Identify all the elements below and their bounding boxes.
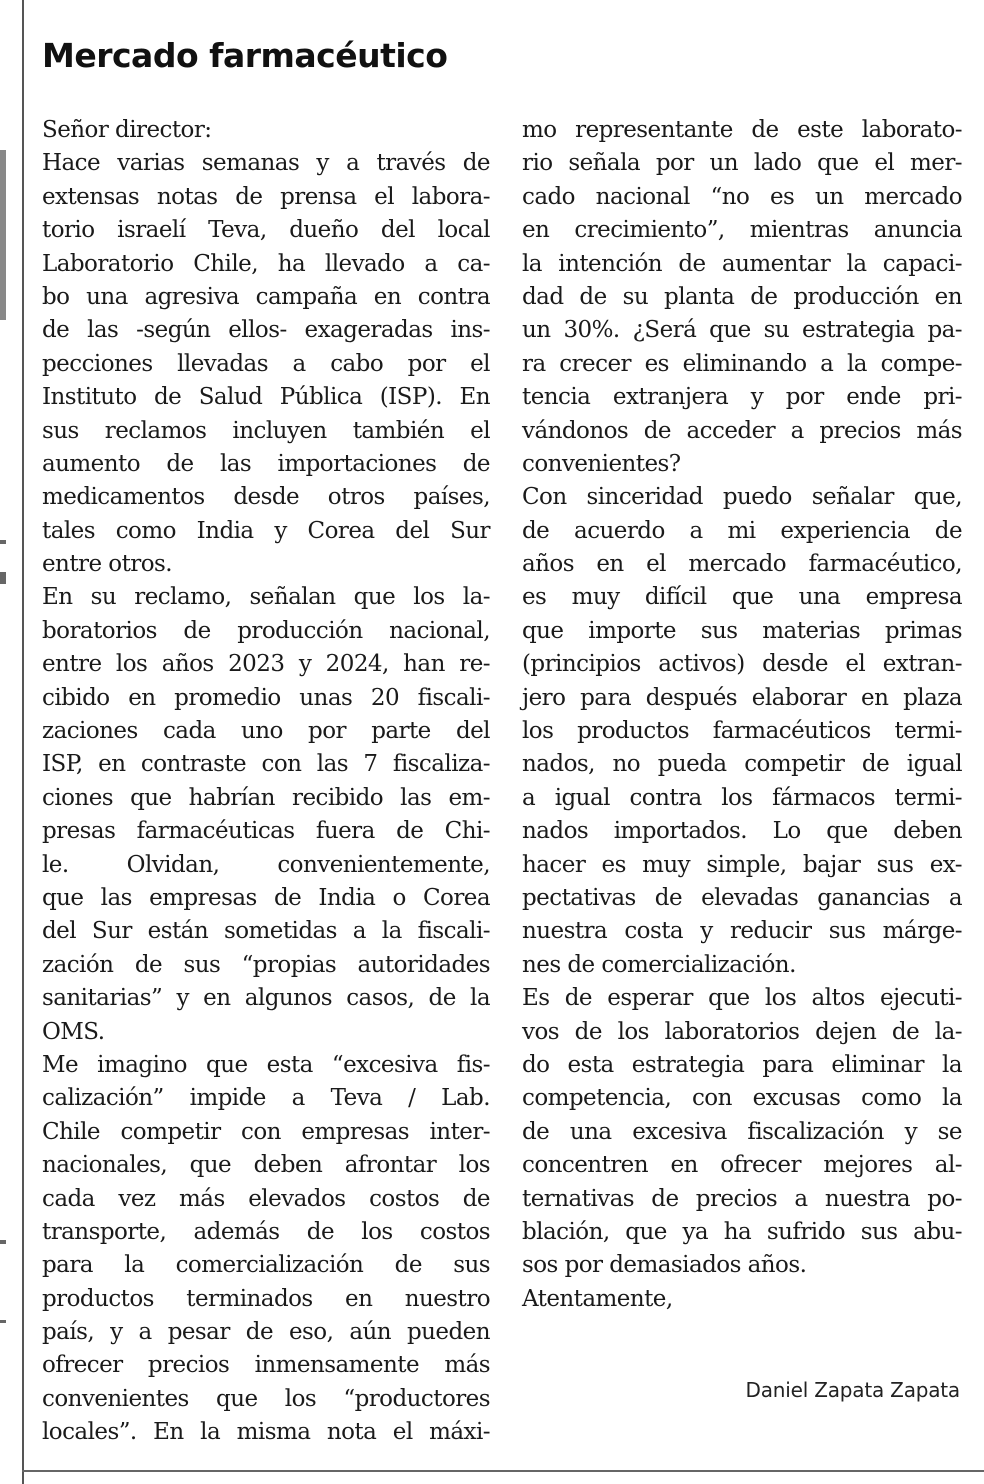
letter-column-left: [42, 114, 490, 1450]
text-line: es muy difícil que una empresa: [522, 584, 962, 611]
text-line: mo representante de este laborato-: [522, 117, 962, 143]
text-line: convenientes?: [522, 450, 681, 477]
text-line: ofrecer precios inmensamente más: [42, 1352, 490, 1379]
text-line: concentren en ofrecer mejores al-: [522, 1152, 962, 1179]
letter-column-right: [522, 114, 962, 1316]
text-line: que importe sus materias primas: [522, 617, 962, 644]
text-line: locales”. En la misma nota el máxi-: [42, 1419, 490, 1446]
text-line: le. Olvidan, convenientemente,: [42, 851, 490, 878]
text-line: Instituto de Salud Pública (ISP). En: [42, 384, 490, 411]
text-line: sus reclamos incluyen también el: [42, 417, 490, 444]
text-line: nes de comercialización.: [522, 951, 796, 978]
text-line: Señor director:: [42, 117, 212, 143]
text-line: cado nacional “no es un mercado: [522, 183, 962, 210]
text-line: En su reclamo, señalan que los la-: [42, 584, 490, 611]
text-line: Es de esperar que los altos ejecuti-: [522, 985, 962, 1012]
edge-mark-top: [0, 150, 6, 320]
text-line: tencia extranjera y por ende pri-: [522, 384, 962, 411]
column-rule-left: [22, 0, 24, 1484]
text-line: que las empresas de India o Corea: [42, 884, 490, 911]
text-line: los productos farmacéuticos termi-: [522, 718, 962, 745]
text-line: nados importados. Lo que deben: [522, 818, 962, 845]
text-line: años en el mercado farmacéutico,: [522, 551, 962, 578]
text-line: torio israelí Teva, dueño del local: [42, 217, 490, 244]
text-line: ra crecer es eliminando a la compe-: [522, 350, 962, 377]
text-line: pectativas de elevadas ganancias a: [522, 884, 962, 911]
text-line: blación, que ya ha sufrido sus abu-: [522, 1218, 962, 1245]
text-line: nacionales, que deben afrontar los: [42, 1152, 490, 1179]
edge-mark: [0, 572, 6, 584]
text-line: calización” impide a Teva / Lab.: [42, 1085, 490, 1112]
text-line: ternativas de precios a nuestra po-: [522, 1185, 962, 1212]
text-line: pecciones llevadas a cabo por el: [42, 350, 490, 377]
text-line: rio señala por un lado que el mer-: [522, 150, 962, 177]
text-line: para la comercialización de sus: [42, 1252, 490, 1279]
text-line: a igual contra los fármacos termi-: [522, 784, 962, 811]
text-line: productos terminados en nuestro: [42, 1285, 490, 1312]
letter-title: Mercado farmacéutico: [42, 36, 448, 75]
text-line: jero para después elaborar en plaza: [522, 684, 962, 711]
text-line: competencia, con excusas como la: [522, 1085, 962, 1112]
text-line: ciones que habrían recibido las em-: [42, 784, 490, 811]
text-line: Laboratorio Chile, ha llevado a ca-: [42, 250, 490, 277]
edge-mark: [0, 540, 6, 544]
text-line: ISP, en contraste con las 7 fiscaliza-: [42, 751, 490, 778]
text-line: hacer es muy simple, bajar sus ex-: [522, 851, 962, 878]
text-line: sos por demasiados años.: [522, 1252, 807, 1279]
text-line: entre otros.: [42, 551, 173, 578]
text-line: Me imagino que esta “excesiva fis-: [42, 1051, 490, 1078]
bottom-rule: [22, 1470, 984, 1472]
text-line: medicamentos desde otros países,: [42, 484, 490, 511]
text-line: bo una agresiva campaña en contra: [42, 283, 490, 310]
text-line: de las -según ellos- exageradas ins-: [42, 317, 490, 344]
text-line: dad de su planta de producción en: [522, 283, 962, 310]
edge-mark: [0, 1240, 6, 1244]
text-line: de acuerdo a mi experiencia de: [522, 517, 962, 544]
text-line: Chile competir con empresas inter-: [42, 1118, 490, 1145]
text-line: cibido en promedio unas 20 fiscali-: [42, 684, 490, 711]
text-line: OMS.: [42, 1018, 105, 1045]
text-line: vándonos de acceder a precios más: [522, 417, 962, 444]
text-line: cada vez más elevados costos de: [42, 1185, 490, 1212]
text-line: vos de los laboratorios dejen de la-: [522, 1018, 962, 1045]
text-line: del Sur están sometidas a la fiscali-: [42, 918, 490, 945]
text-line: (principios activos) desde el extran-: [522, 651, 962, 678]
text-line: convenientes que los “productores: [42, 1385, 490, 1412]
text-line: Hace varias semanas y a través de: [42, 150, 490, 177]
text-line: entre los años 2023 y 2024, han re-: [42, 651, 490, 678]
text-line: transporte, además de los costos: [42, 1218, 490, 1245]
text-line: presas farmacéuticas fuera de Chi-: [42, 818, 490, 845]
text-line: Atentamente,: [522, 1285, 673, 1312]
text-line: la intención de aumentar la capaci-: [522, 250, 962, 277]
text-line: zación de sus “propias autoridades: [42, 951, 490, 978]
text-line: país, y a pesar de eso, aún pueden: [42, 1319, 490, 1346]
text-line: zaciones cada uno por parte del: [42, 718, 490, 745]
text-line: aumento de las importaciones de: [42, 450, 490, 477]
edge-mark: [0, 1320, 6, 1323]
text-line: en crecimiento”, mientras anuncia: [522, 217, 962, 244]
letter-signature: Daniel Zapata Zapata: [745, 1378, 960, 1402]
text-line: un 30%. ¿Será que su estrategia pa-: [522, 317, 962, 344]
text-line: do esta estrategia para eliminar la: [522, 1051, 962, 1078]
text-line: nuestra costa y reducir sus márge-: [522, 918, 962, 945]
text-line: nados, no pueda competir de igual: [522, 751, 962, 778]
text-line: de una excesiva fiscalización y se: [522, 1118, 962, 1145]
text-line: sanitarias” y en algunos casos, de la: [42, 985, 490, 1012]
text-line: boratorios de producción nacional,: [42, 617, 490, 644]
text-line: Con sinceridad puedo señalar que,: [522, 484, 962, 511]
text-line: extensas notas de prensa el labora-: [42, 183, 490, 210]
text-line: tales como India y Corea del Sur: [42, 517, 490, 544]
